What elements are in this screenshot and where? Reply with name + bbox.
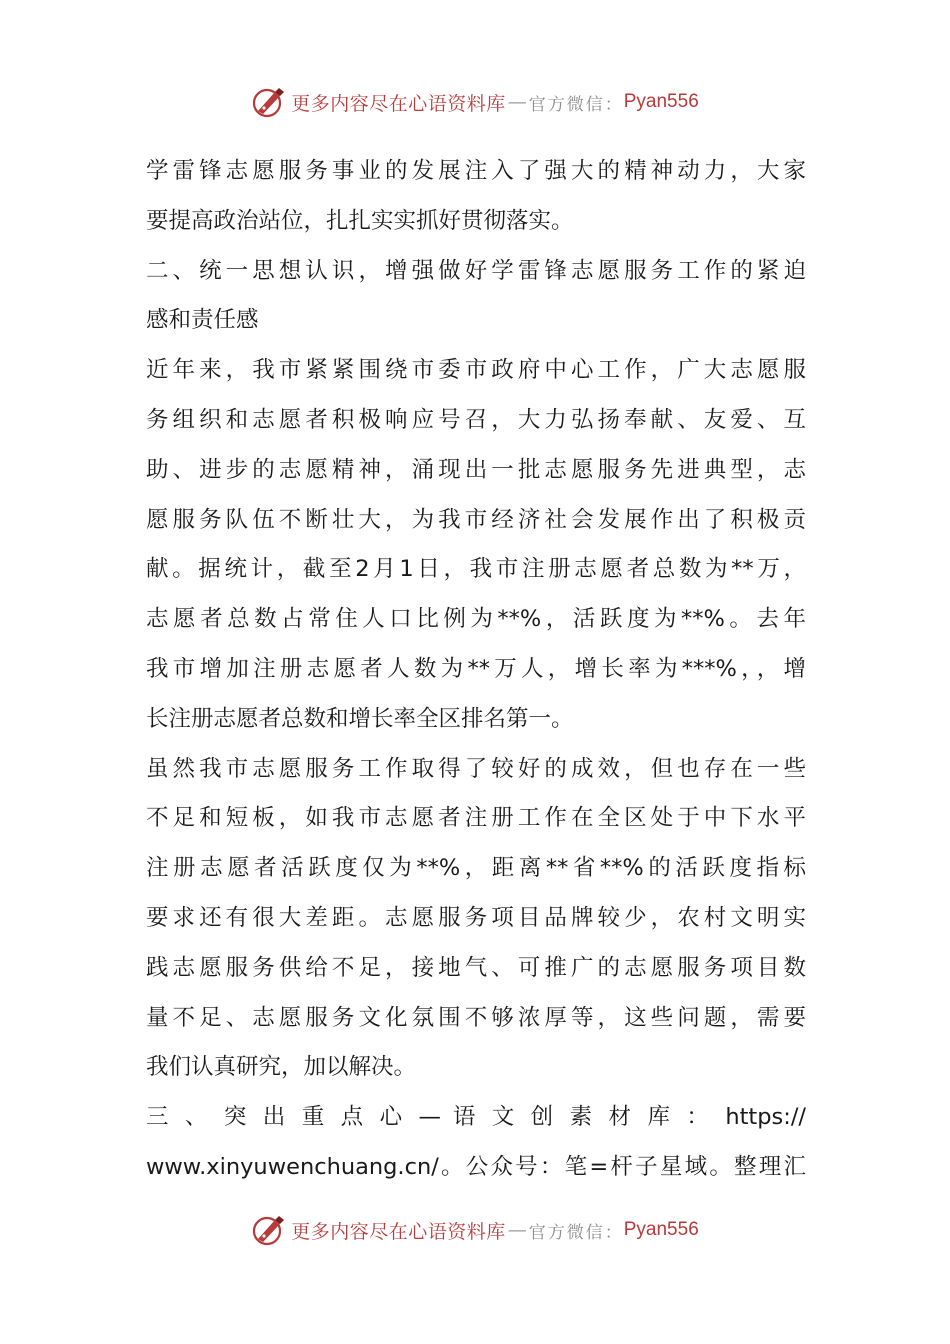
header-watermark-banner [0, 82, 950, 122]
banner-subtitle: 官方微信： [528, 94, 624, 115]
text-line: 志愿者总数占常住人口比例为**%，活跃度为**%。去年 [146, 606, 806, 633]
text-line: 助、进步的志愿精神，涌现出一批志愿服务先进典型，志 [146, 456, 806, 483]
text-line: 献。据统计，截至2月1日，我市注册志愿者总数为**万， [146, 556, 806, 583]
text-line: 近年来，我市紧紧围绕市委市政府中心工作，广大志愿服 [146, 357, 806, 384]
pen-nib-circle-icon [251, 1212, 287, 1248]
banner-wechat-id: Pyan556 [623, 91, 699, 112]
text-line: www.xinyuwenchuang.cn/。公众号：笔=杆子星域。整理汇 [146, 1153, 806, 1180]
text-line: 注册志愿者活跃度仅为**%，距离**省**%的活跃度指标 [146, 855, 806, 882]
text-line: 要提高政治站位，扎扎实实抓好贯彻落实。 [146, 207, 574, 234]
text-line: 践志愿服务供给不足，接地气、可推广的志愿服务项目数 [146, 954, 806, 981]
banner-wechat-id: Pyan556 [623, 1219, 699, 1240]
text-line: 务组织和志愿者积极响应号召，大力弘扬奉献、友爱、互 [146, 406, 806, 433]
text-line: 虽然我市志愿服务工作取得了较好的成效，但也存在一些 [146, 755, 806, 782]
document-body [146, 147, 806, 1193]
text-line: 我市增加注册志愿者人数为**万人，增长率为***%，，增 [146, 655, 806, 682]
banner-title: 更多内容尽在心语资料库 [291, 1220, 506, 1243]
footer-watermark-banner [0, 1210, 950, 1250]
text-line: 长注册志愿者总数和增长率全区排名第一。 [146, 705, 574, 732]
banner-subtitle: 官方微信： [528, 1222, 624, 1243]
text-line: 我们认真研究，加以解决。 [146, 1054, 417, 1081]
text-line: 量不足、志愿服务文化氛围不够浓厚等，这些问题，需要 [146, 1004, 806, 1031]
section-heading-line: 二、统一思想认识，增强做好学雷锋志愿服务工作的紧迫 [146, 257, 806, 284]
section-heading-line: 感和责任感 [146, 307, 259, 334]
banner-separator: — [507, 1219, 527, 1241]
banner-title: 更多内容尽在心语资料库 [291, 92, 506, 115]
banner-separator: — [507, 91, 527, 113]
text-line: 愿服务队伍不断壮大，为我市经济社会发展作出了积极贡 [146, 506, 806, 533]
text-line: 学雷锋志愿服务事业的发展注入了强大的精神动力，大家 [146, 158, 806, 184]
section-heading-line: 三 、 突 出 重 点 心 — 语 文 创 素 材 库 ： https:// [146, 1104, 806, 1131]
pen-nib-circle-icon [251, 84, 287, 120]
text-line: 要求还有很大差距。志愿服务项目品牌较少，农村文明实 [146, 904, 806, 931]
text-line: 不足和短板，如我市志愿者注册工作在全区处于中下水平 [146, 805, 806, 832]
